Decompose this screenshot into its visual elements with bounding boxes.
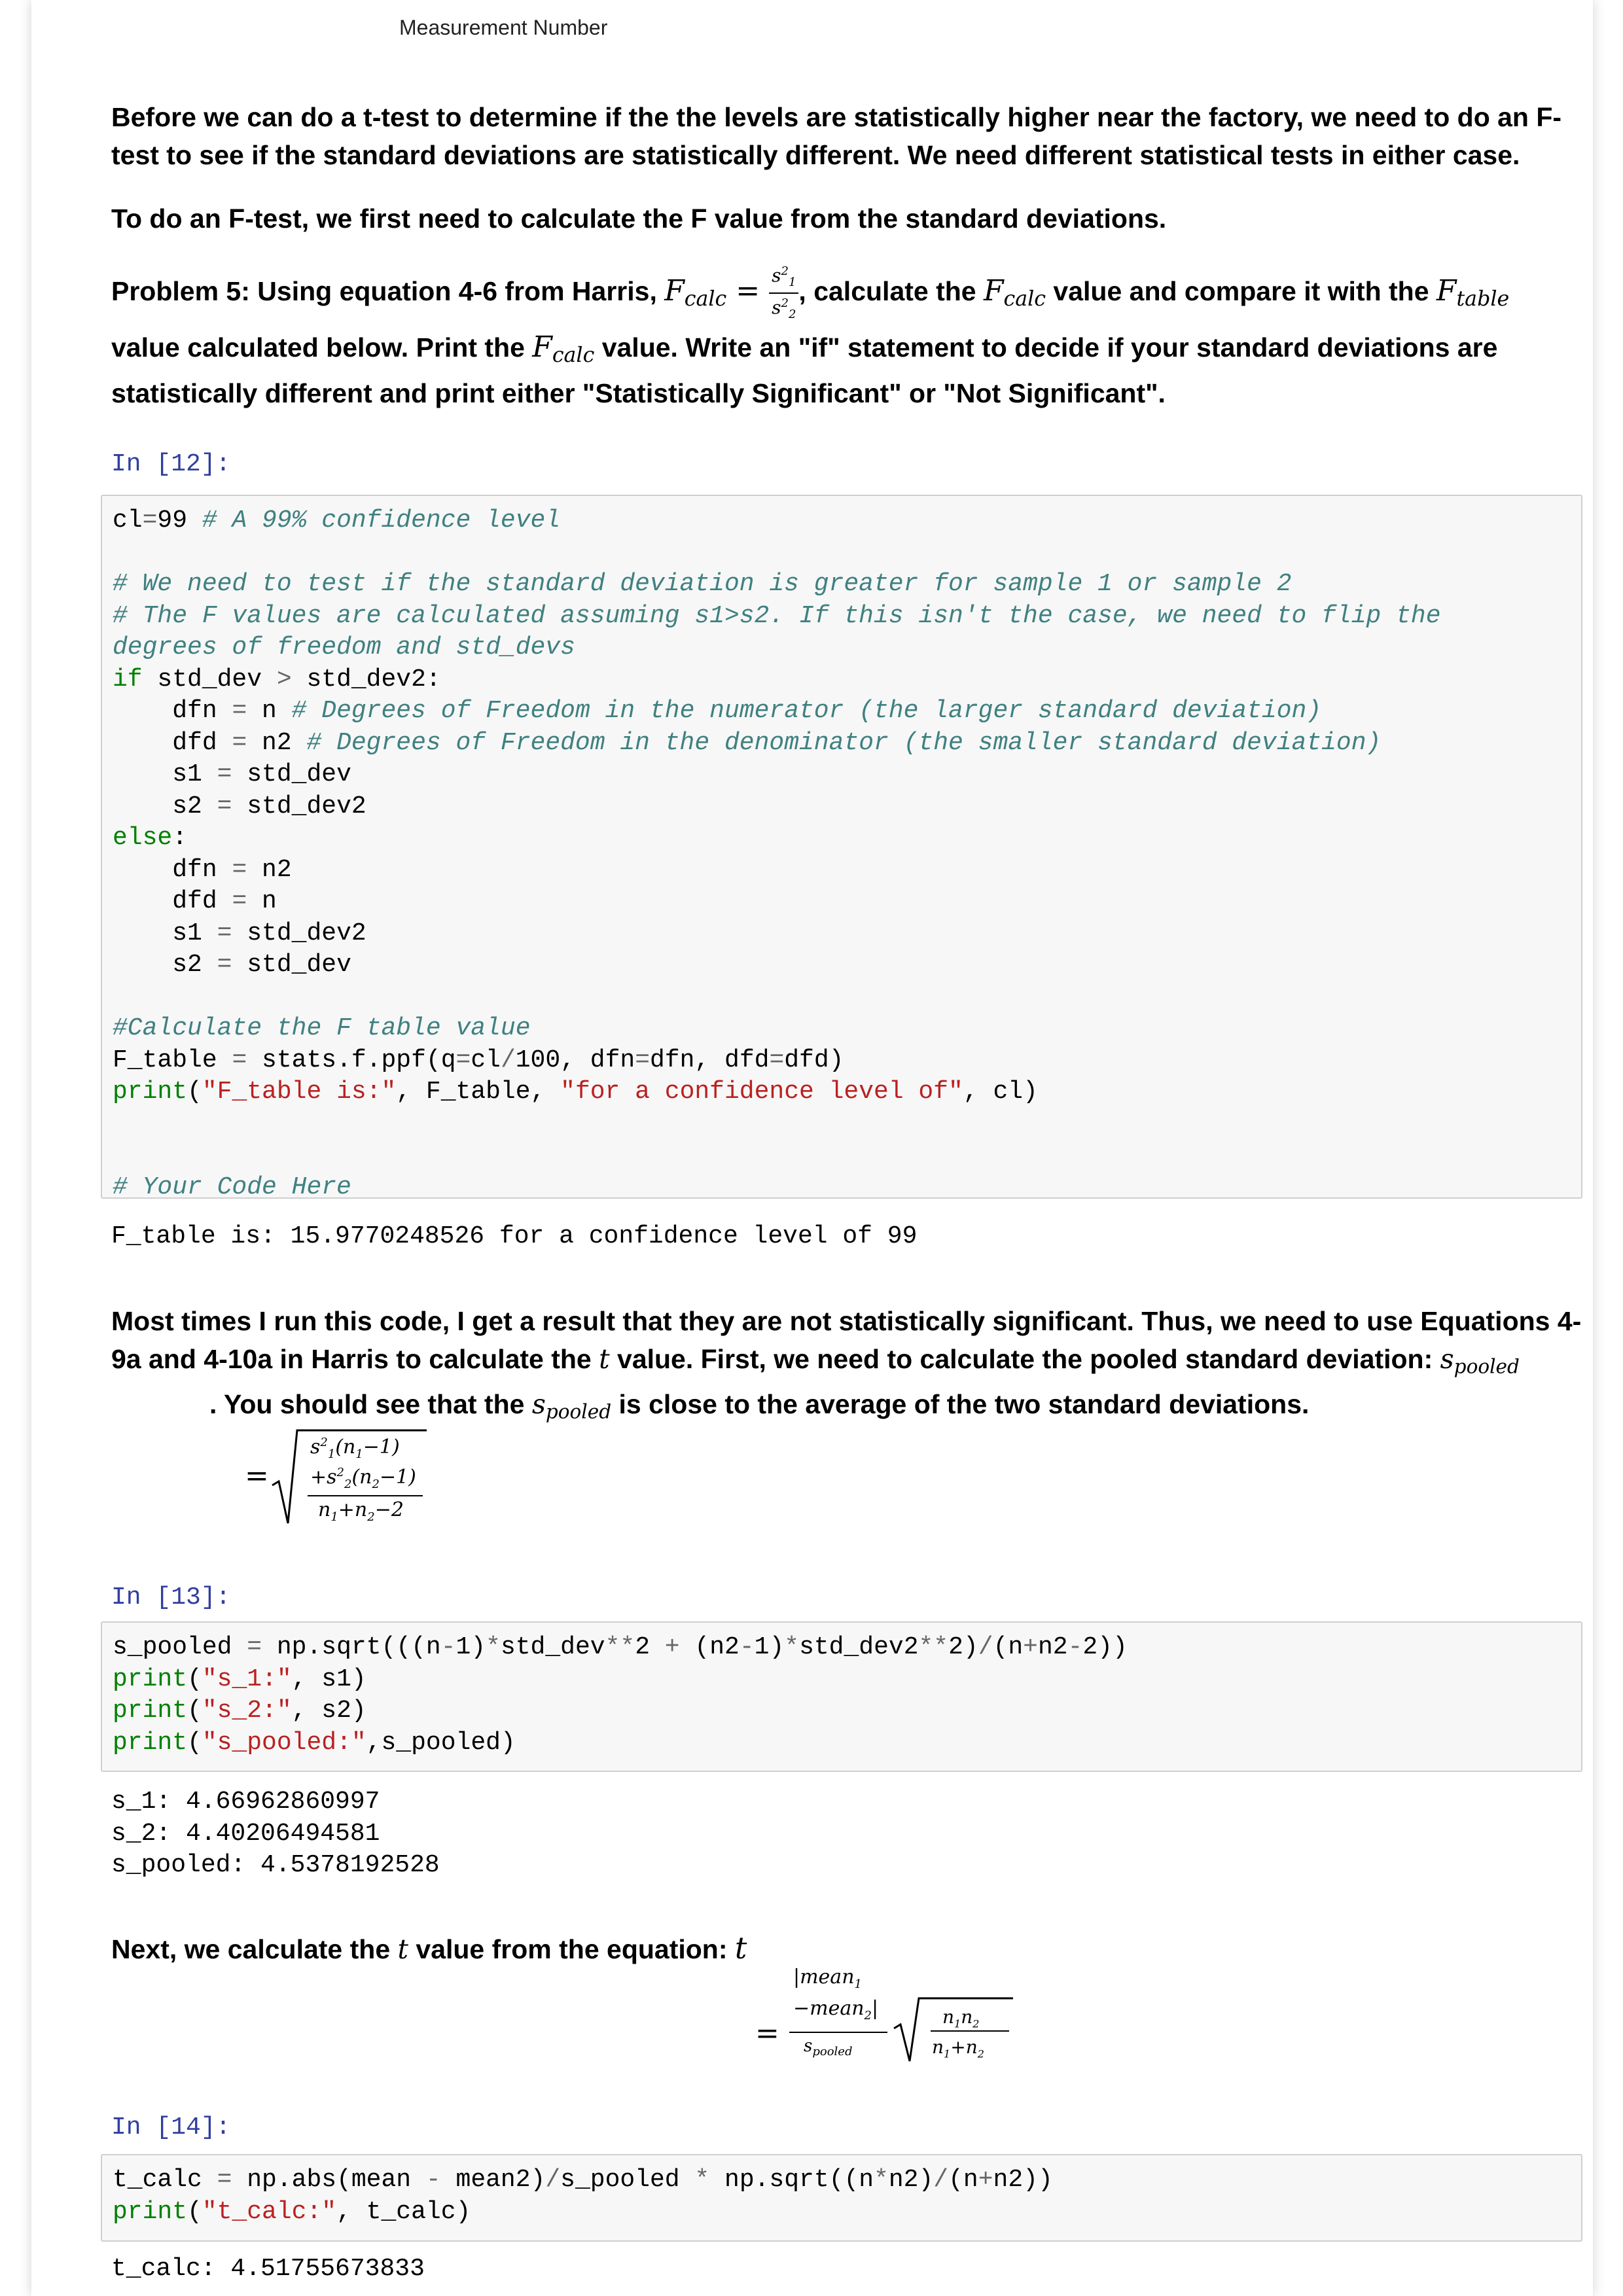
math-F: F — [664, 274, 685, 308]
problem-5-text-3: value and compare it with the — [1046, 275, 1436, 306]
t-value-text-2: value from the equation: — [408, 1934, 735, 1964]
cell-12-prompt: In [12]: — [111, 450, 231, 478]
markdown-f-test-intro: Before we can do a t-test to determine if the the levels are statistically higher near the factory, we need to do an F-test to see if the standard deviations are statistically different. We need different statistical tests in either case. — [111, 102, 1562, 170]
code-cell-14[interactable] — [101, 2154, 1582, 2242]
math-fraction-f: $\frac{s^2_1}{s^2_2}$ — [769, 262, 798, 325]
pooled-text-4: is close to the average of the two standard deviations. — [611, 1389, 1310, 1420]
t-value-text-1: Next, we calculate the — [111, 1934, 398, 1964]
problem-5-text-2: , calculate the — [798, 275, 984, 306]
cell-13-prompt: In [13]: — [111, 1583, 231, 1612]
markdown-problem-5: Problem 5: Using equation 4-6 from Harris, $F_{calc}$ = $\frac{s^2_1}{s^2_2}$ , calculate the $F_{calc}$ value and compare it with the $F_{table}$ value calculated below. Print the $F_{calc}$ value. Write an "if" statement to decide if your standard deviations are statistically different and print either "Statistically Significant" or "Not Significant". — [111, 262, 1584, 412]
problem-5-text-1: Using equation 4-6 from Harris, — [249, 275, 665, 306]
code-cell-12[interactable] — [101, 495, 1582, 1199]
problem-5-lead: Problem 5: — [111, 275, 250, 306]
code-cell-14-source[interactable]: t_calc = np.abs(mean - mean2)/s_pooled * np.sqrt((n*n2)/(n+n2)) print("t_calc:", t_calc) — [113, 2166, 1053, 2226]
pooled-std-equation: = $s^2_1(n_1-1)$ $+s^2_2(n_2-1)$ $n_1+n_2-2$ — [245, 1425, 441, 1530]
cell-13-output: s_1: 4.66962860997 s_2: 4.40206494581 s_pooled: 4.5378192528 — [111, 1788, 440, 1879]
code-cell-13-source[interactable]: s_pooled = np.sqrt(((n-1)*std_dev**2 + (n2-1)*std_dev2**2)/(n+n2-2)) print("s_1:", s1) print("s_2:", s2) print("s_pooled:",s_pooled) — [113, 1633, 1128, 1757]
t-value-equation: = |mean$_1$ −mean$_2$| $s_{pooled}$ $n_1n_2$ $n_1+n_2$ — [755, 1963, 1030, 2074]
math-eq: = — [736, 274, 760, 308]
math-t: t — [599, 1343, 610, 1375]
pooled-text-2: value. First, we need to calculate the pooled standard deviation: — [609, 1344, 1440, 1374]
notebook-page — [31, 0, 1593, 2296]
code-cell-12-source[interactable]: cl=99 # A 99% confidence level # We need to test if the standard deviation is greater for sample 1 or sample 2 # The F values are calculated assuming s1>s2. If this isn't the case, we need to flip the degrees of freedom and std_devs if std_dev > std_dev2: dfn = n # Degrees of Freedom in the numerator (the larger standard deviation) dfd = n2 # Degrees of Freedom in the denominator (the smaller standard deviation) s1 = std_dev s2 = std_dev2 else: dfn = n2 dfd = n s1 = std_dev2 s2 = std_dev #Calculate the F table value F_table = stats.f.ppf(q=cl/100, dfn=dfn, dfd=dfd) print("F_table is:", F_table, "for a confidence level of", cl) # Your Code Here — [113, 506, 1441, 1201]
markdown-pooled-std: Most times I run this code, I get a result that they are not statistically significant. Thus, we need to use Equations 4-9a and 4-10a in Harris to calculate the t value. First, we need to calculate the pooled standard deviation: $s_{pooled}$. You should see that the $s_{pooled}$ is close to the average of the two standard deviations. — [111, 1306, 1582, 1423]
problem-5-text-4: value calculated below. Print the — [111, 332, 533, 362]
cell-14-prompt: In [14]: — [111, 2113, 231, 2142]
cell-12-output: F_table is: 15.9770248526 for a confidence level of 99 — [111, 1222, 918, 1250]
pooled-text-3: . You should see that the — [209, 1389, 532, 1420]
code-cell-13[interactable] — [101, 1621, 1582, 1772]
math-calc: calc — [684, 287, 727, 311]
cell-14-output: t_calc: 4.51755673833 — [111, 2255, 425, 2283]
problem-5-text-5: value. Write an "if" statement to decide if your standard deviations are statistically different and print either "Statistically Significant" or "Not Significant". — [111, 332, 1498, 408]
plot-axis-caption: Measurement Number — [399, 16, 608, 39]
pooled-text-1: Most times I run this code, I get a result that they are not statistically significant. Thus, we need to use Equations 4-9a and 4-10a in Harris to calculate the — [111, 1306, 1582, 1374]
markdown-t-value: Next, we calculate the t value from the equation: t — [111, 1930, 747, 1966]
markdown-f-value-intro: To do an F-test, we first need to calculate the F value from the standard deviations. — [111, 203, 1167, 234]
